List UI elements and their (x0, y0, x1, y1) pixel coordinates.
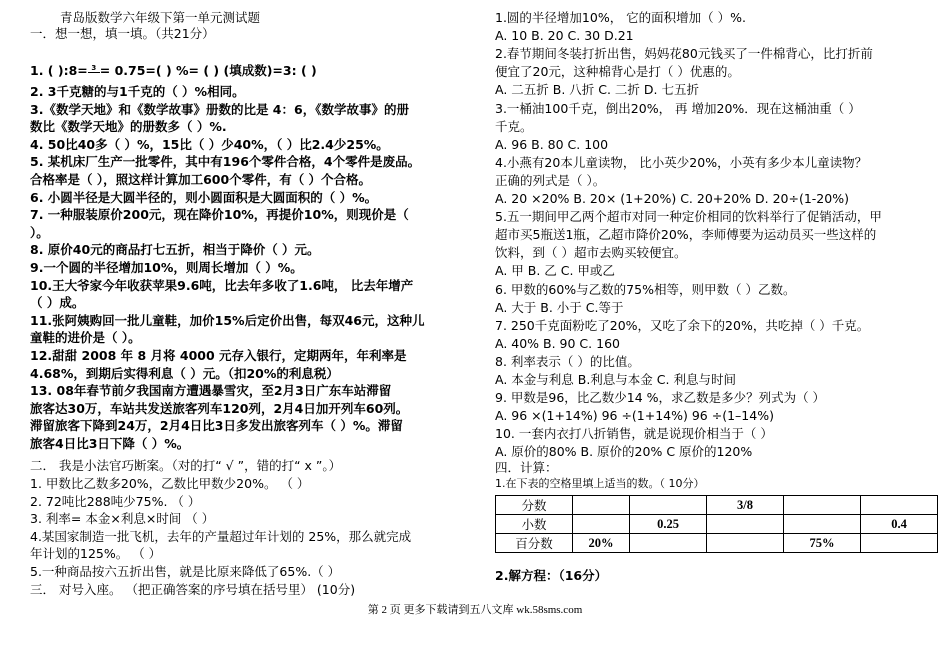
question-line: ）。 (30, 224, 49, 240)
question-line: 2.春节期间冬装打折出售，妈妈花80元钱买了一件棉背心，比打折前 (495, 46, 873, 62)
question-line: 9.一个圆的半径增加10%，则周长增加（ ）%。 (30, 260, 303, 275)
question-line: 5.五一期间甲乙两个超市对同一种定价相同的饮料举行了促销活动，甲 (495, 209, 882, 225)
table-cell[interactable] (861, 534, 938, 553)
question-line: 8. 利率表示（ ）的比值。 (495, 353, 640, 369)
fraction (88, 65, 100, 79)
question-line: 便宜了20元，这种棉背心是打（ ）优惠的。 (495, 64, 740, 80)
question-line: 5. 某机床厂生产一批零件，其中有196个零件合格，4个零件是废品。 (30, 154, 421, 170)
table-cell[interactable] (573, 515, 630, 534)
table-row (496, 534, 938, 553)
table-cell[interactable] (630, 496, 707, 515)
question-line: A. 二五折 B. 八折 C. 二折 D. 七五折 (495, 82, 699, 98)
question-line: 8. 原价40元的商品打七五折，相当于降价（ ）元。 (30, 242, 320, 258)
question-1-1 (30, 63, 317, 79)
question-line: A. 大于 B. 小于 C.等于 (495, 299, 624, 315)
q1-1-post: = 0.75=( ) %= ( ) (填成数)=3: ( ) (99, 63, 317, 78)
question-line: 11.张阿姨购回一批儿童鞋，加价15%后定价出售，每双46元，这种儿 (30, 312, 425, 328)
section-2-heading: 二． 我是小法官巧断案。（对的打“ √ ”，错的打“ x ”。） (30, 458, 342, 473)
table-row (496, 496, 938, 515)
question-line: 12.甜甜 2008 年 8 月将 4000 元存入银行，定期两年，年利率是 (30, 348, 407, 363)
page-footer: 第 2 页 更多下载请到五八文库 wk.58sms.com (367, 604, 583, 616)
section-4-part-2: 2.解方程：（16分） (495, 568, 608, 583)
table-cell[interactable]: 0.25 (630, 515, 707, 534)
question-line: 超市买5瓶送1瓶，乙超市降价20%，李师傅要为运动员买一些这样的 (495, 227, 877, 243)
table-cell[interactable] (630, 534, 707, 553)
question-line: A. 甲 B. 乙 C. 甲或乙 (495, 263, 615, 279)
table-cell[interactable] (861, 496, 938, 515)
question-line: 13. 08年春节前夕我国南方遭遇暴雪灾，至2月3日广东车站滞留 (30, 383, 392, 399)
question-line: 6. 甲数的60%与乙数的75%相等，则甲数（ ）乙数。 (495, 281, 796, 297)
table-cell[interactable] (707, 515, 784, 534)
question-line: 千克。 (495, 118, 533, 134)
table-cell[interactable] (573, 496, 630, 515)
question-line: 3.一桶油100千克，倒出20%， 再 增加20%．现在这桶油重（ ） (495, 100, 861, 116)
question-line: A. 10 B. 20 C. 30 D.21 (495, 28, 634, 44)
table-cell[interactable] (784, 515, 861, 534)
row-label: 分数 (496, 496, 573, 515)
row-label: 百分数 (496, 534, 573, 553)
question-line: 饮料，到（ ）超市去购买较便宜。 (495, 245, 687, 261)
question-line: 10.王大爷家今年收获苹果9.6吨，比去年多收了1.6吨， 比去年增产 (30, 277, 414, 293)
table-cell[interactable] (707, 534, 784, 553)
section-3-heading: 三． 对号入座。 （把正确答案的序号填在括号里） (10分) (30, 582, 356, 597)
question-line: A. 40% B. 90 C. 160 (495, 335, 620, 351)
conversion-table (495, 495, 938, 553)
section-4-part-1: 1.在下表的空格里填上适当的数。（ 10分） (495, 477, 705, 490)
table-cell[interactable]: 0.4 (861, 515, 938, 534)
question-line: 3.《数学天地》和《数学故事》册数的比是 4：6，《数学故事》的册 (30, 101, 409, 117)
section-4-heading: 四．计算： (495, 460, 558, 475)
question-line: A. 96 B. 80 C. 100 (495, 136, 609, 152)
question-line: 童鞋的进价是（ ）。 (30, 330, 141, 346)
table-cell[interactable]: 20% (573, 534, 630, 553)
question-line: 4.小燕有20本儿童读物， 比小英少20%，小英有多少本儿童读物？ (495, 154, 868, 170)
table-cell[interactable]: 3/8 (707, 496, 784, 515)
question-line: 5.一种商品按六五折出售，就是比原来降低了65%.（ ） (30, 564, 341, 579)
table-cell[interactable]: 75% (784, 534, 861, 553)
question-line: 2. 3千克糖的与1千克的（ ）%相同。 (30, 84, 245, 99)
fraction-denominator (88, 72, 100, 79)
table-row (496, 515, 938, 534)
question-line: 3. 利率= 本金×利息×时间 （ ） (30, 511, 215, 527)
fraction-numerator: 3 (91, 63, 97, 72)
question-line: 旅客达30万，车站共发送旅客列车120列，2月4日加开列车60列。 (30, 400, 409, 416)
question-line: 旅客4日比3日下降（ ）%。 (30, 436, 190, 451)
question-line: 1.圆的半径增加10%， 它的面积增加（ ）%. (495, 10, 747, 25)
question-line: 合格率是（ ），照这样计算加工600个零件，有（ ）个合格。 (30, 172, 372, 187)
question-line: 滞留旅客下降到24万，2月4日比3日多发出旅客列车（ ）%。滞留 (30, 418, 403, 434)
question-line: 7. 250千克面粉吃了20%，又吃了余下的20%，共吃掉（ ）千克。 (495, 317, 870, 333)
q1-1-pre: 1. ( ):8= (30, 63, 88, 78)
question-line: 4.某国家制造一批飞机，去年的产量超过年计划的 25%，那么就完成 (30, 528, 412, 544)
question-line: 9. 甲数是96，比乙数少14 %，求乙数是多少？列式为（ ） (495, 390, 826, 406)
question-line: 10. 一套内衣打八折销售，就是说现价相当于（ ） (495, 426, 773, 442)
question-line: A. 20 ×20% B. 20× (1+20%) C. 20+20% D. 20÷(1-20%) (495, 191, 849, 206)
question-line: 4. 50比40多（ ）%，15比（ ）少40%，（ ）比2.4少25%。 (30, 136, 389, 152)
question-line: （ ）成。 (30, 295, 85, 311)
question-line: A. 本金与利息 B.利息与本金 C. 利息与时间 (495, 372, 736, 387)
question-line: A. 原价的80% B. 原价的20% C 原价的120% (495, 444, 753, 460)
question-line: 正确的列式是（ ）。 (495, 172, 606, 188)
question-line: 数比《数学天地》的册数多（ ）%. (30, 119, 227, 135)
question-line: 6. 小圆半径是大圆半径的，则小圆面积是大圆面积的（ ）%。 (30, 189, 378, 205)
question-line: 2. 72吨比288吨少75%. （ ） (30, 493, 201, 509)
page-title: 青岛版数学六年级下第一单元测试题 (60, 10, 261, 25)
question-line: 7. 一种服装原价200元，现在降价10%，再提价10%，则现价是（ (30, 207, 409, 223)
row-label: 小数 (496, 515, 573, 534)
question-line: 年计划的125%。 （ ） (30, 546, 162, 562)
question-line: 1. 甲数比乙数多20%，乙数比甲数少20%。 （ ） (30, 476, 310, 491)
table-cell[interactable] (784, 496, 861, 515)
question-line: 4.68%，到期后实得利息（ ）元。（扣20%的利息税） (30, 365, 339, 381)
section-1-heading: 一．想一想，填一填。（共21分） (30, 26, 215, 41)
question-line: A. 96 ×(1+14%) 96 ÷(1+14%) 96 ÷(1–14%) (495, 408, 774, 424)
